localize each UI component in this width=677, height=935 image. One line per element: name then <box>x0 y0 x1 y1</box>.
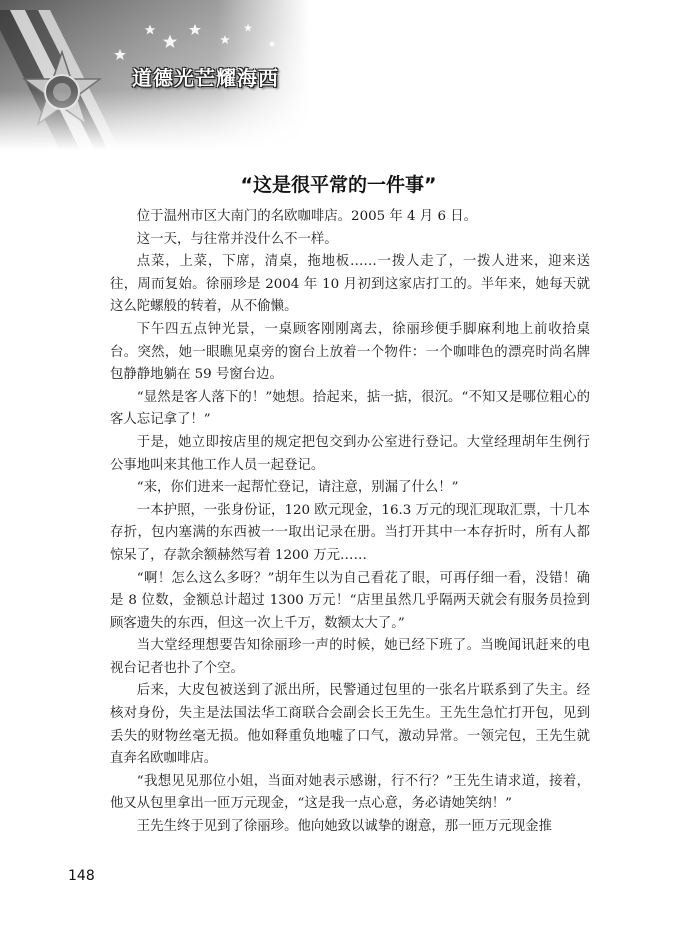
page-number: 148 <box>68 868 95 884</box>
paragraph: 当大堂经理想要告知徐丽珍一声的时候，她已经下班了。当晚闻讯赶来的电视台记者也扑了个空。 <box>110 638 590 676</box>
paragraph: “显然是客人落下的！”她想。拾起来，掂一掂，很沉。“不知又是哪位粗心的客人忘记拿了！” <box>110 389 590 428</box>
paragraph: 后来，大皮包被送到了派出所，民警通过包里的一张名片联系到了失主。经核对身份，失主是法国法华工商联合会副会长王先生。王先生急忙打开包，见到丢失的财物丝毫无损。他如释重负地嘘了口气，激动异常。一领完包，王先生就直奔名欧咖啡店。 <box>110 683 590 767</box>
paragraph: “来，你们进来一起帮忙登记，请注意，别漏了什么！” <box>136 480 459 496</box>
paragraph: 下午四五点钟光景，一桌顾客刚刚离去，徐丽珍便手脚麻利地上前收拾桌台。突然，她一眼瞧见桌旁的窗台上放着一个物件：一个咖啡色的漂亮时尚名牌包静静地躺在 59 号窗台边。 <box>110 321 590 383</box>
article-body <box>110 206 590 839</box>
paragraph: 王先生终于见到了徐丽珍。他向她致以诚挚的谢意，那一匝万元现金推 <box>136 819 552 835</box>
article-title: “这是很平常的一件事” <box>240 174 437 196</box>
paragraph: 于是，她立即按店里的规定把包交到办公室进行登记。大堂经理胡年生例行公事地叫来其他工作人员一起登记。 <box>110 434 590 473</box>
paragraph: 点菜，上菜，下席，清桌，拖地板……一拨人走了，一拨人进来，迎来送往，周而复始。徐丽珍是 2004 年 10 月初到这家店打工的。半年来，她每天就这么陀螺般的转着，从不偷懒。 <box>110 254 590 315</box>
series-title: 道德光芒耀海西 <box>132 66 279 90</box>
paragraph: 这一天，与往常并没什么不一样。 <box>136 231 338 247</box>
paragraph: 一本护照，一张身份证，120 欧元现金，16.3 万元的现汇现取汇票，十几本存折，包内塞满的东西被一一取出记录在册。当打开其中一本存折时，所有人都惊呆了，存款余额赫然写着 1200 万元…… <box>110 502 590 563</box>
paragraph: “我想见见那位小姐，当面对她表示感谢，行不行？”王先生请求道，接着，他又从包里拿出一匝万元现金，“这是我一点心意，务必请她笑纳！” <box>110 773 590 812</box>
paragraph: 位于温州市区大南门的名欧咖啡店。2005 年 4 月 6 日。 <box>136 209 478 224</box>
paragraph: “啊！怎么这么多呀？”胡年生以为自己看花了眼，可再仔细一看，没错！确是 8 位数，金额总计超过 1300 万元！“店里虽然几乎隔两天就会有服务员捡到顾客遗失的东西，但这一次上千万，数额太大了。” <box>110 570 590 631</box>
